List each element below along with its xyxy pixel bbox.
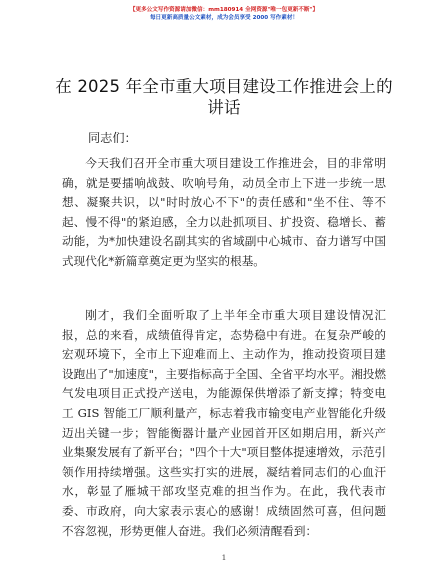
promo-banner [0,6,448,22]
paragraph-1: 今天我们召开全市重大项目建设工作推进会，目的非常明确，就是要擂响战鼓、吹响号角，动员全市上下进一步统一思想、凝聚共识，以"时时放心不下"的责任感和"坐不住、等不起、慢不得"的紧迫感，全力以赴抓项目、扩投资、稳增长、蓄动能，为*加快建设名副其实的省域副中心城市、奋力谱写中国式现代化*新篇章奠定更为坚实的根基。 [62,156,386,268]
document-title: 在 2025 年全市重大项目建设工作推进会上的讲话 [55,77,393,117]
promo-banner-line-2: 每日更新高质量公文素材，成为会员享受 2000 写作素材！ [149,15,299,21]
promo-banner-line-1: 【更多公文写作资源请加微信：mm180914 全网资源"唯一包更新不断"】 [129,7,319,13]
paragraph-2: 刚才，我们全面听取了上半年全市重大项目建设情况汇报，总的来看，成绩值得肯定，态势稳中有进。在复杂严峻的宏观环境下，全市上下迎难而上、主动作为，推动投资项目建设跑出了"加速度"，主要指标高于全国、全省平均水平。湘投燃气发电项目正式投产送电，为能源保供增添了新支撑；特变电工 GIS 智能工厂顺利量产，标志着我市输变电产业智能化升级迈出关键一步；智能衡器计量产业园首开区如期启用，新兴产业集聚发展有了新平台；"四个十大"项目整体提速增效，示范引领作用持续增强。这些实打实的进展，凝结着同志们的心血汗水，彰显了雁城干部攻坚克难的担当作为。在此，我代表市委、市政府，向大家表示衷心的感谢！成绩固然可喜，但问题不容忽视，形势更催人奋进。我们必须清醒看到： [62,308,386,538]
page-number: 1 [221,553,227,562]
salutation: 同志们： [88,131,137,145]
